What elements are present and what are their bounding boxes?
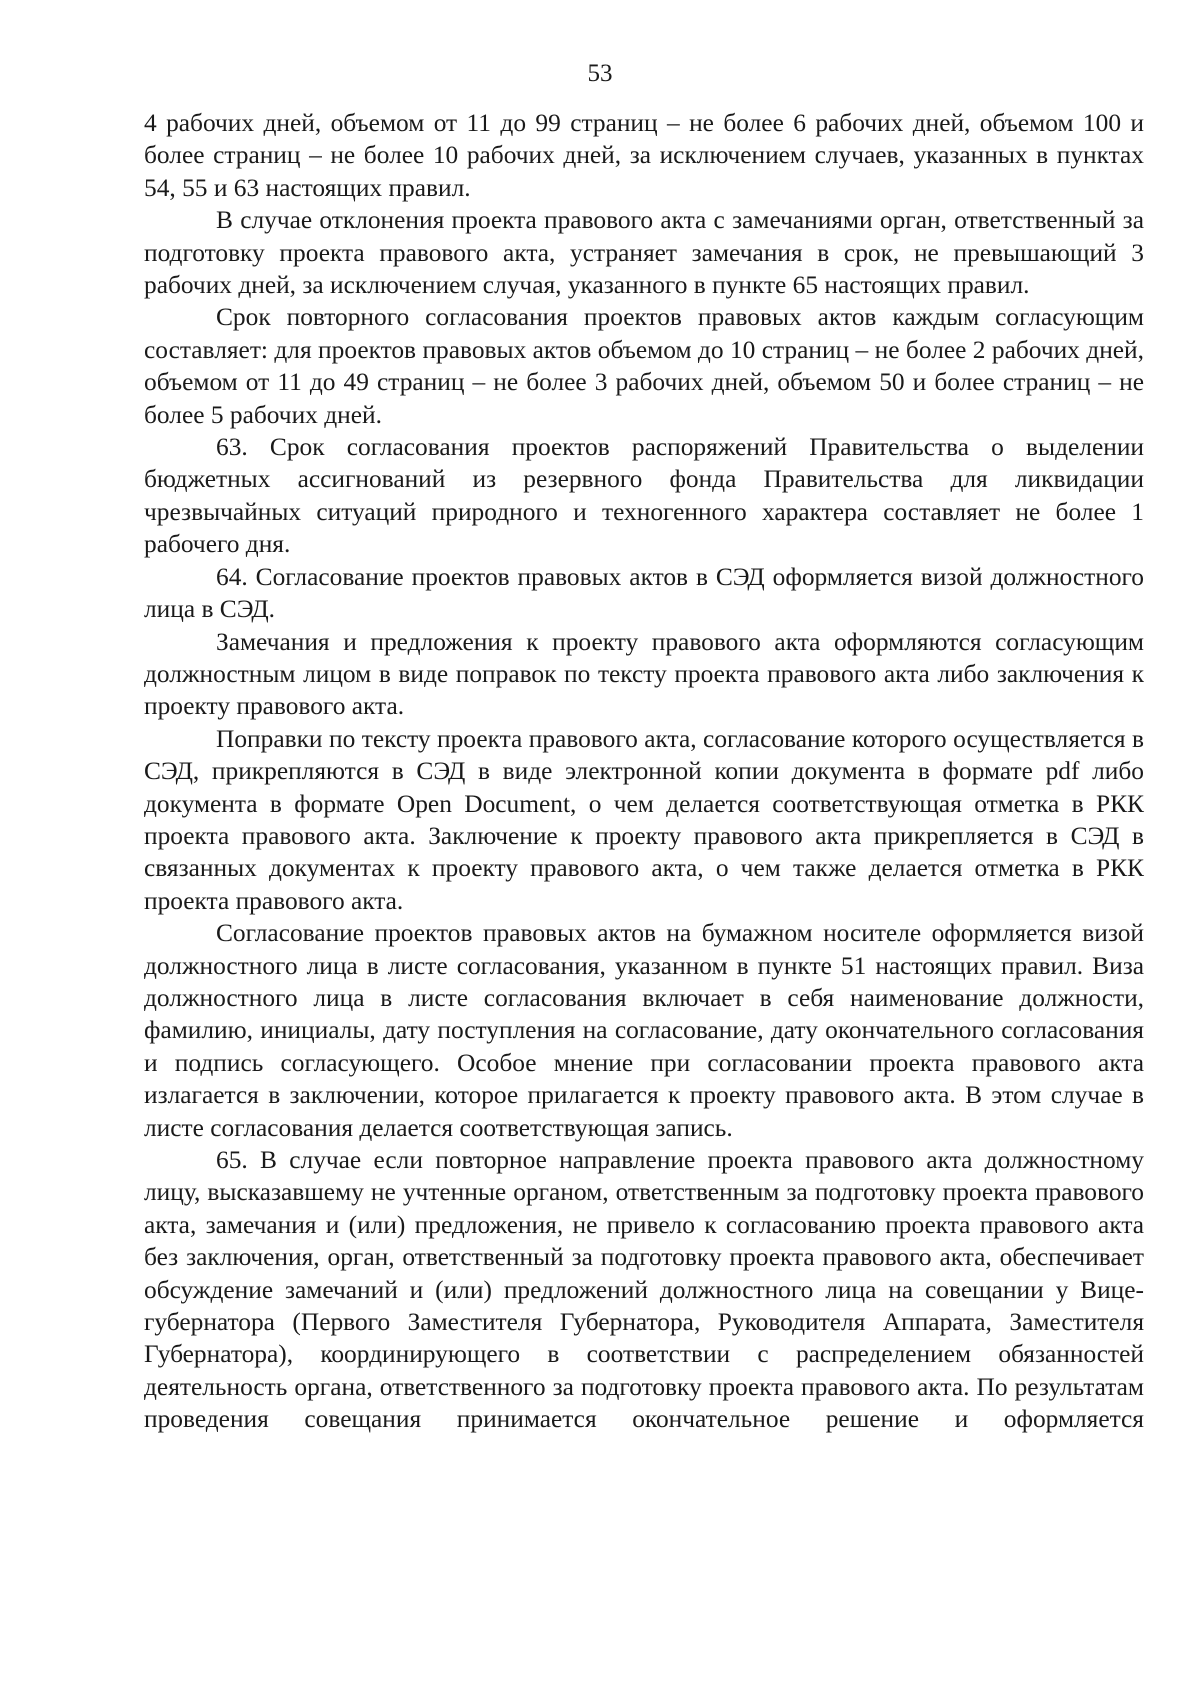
paragraph-paper-approval: Согласование проектов правовых актов на бумажном носителе оформляется визой должностного лица в листе согласования, указанном в пункте 51 настоящих правил. Виза должностного лица в листе согласования включает в себя наименование должности, фамилию, инициалы, дату поступления на согласование, дату окончательного согласования и подпись согласующего. Особое мнение при согласовании проекта правового акта излагается в заключении, которое прилагается к проекту правового акта. В этом случае в листе согласования делается соответствующая запись. — [144, 919, 1144, 1142]
paragraph-repeat-approval-term: Срок повторного согласования проектов правовых актов каждым согласующим составляет: для проектов правовых актов объемом до 10 страниц – не более 2 рабочих дней, объемом от 11 до 49 страниц – не более 3 рабочих дней, объемом 50 и более страниц – не более 5 рабочих дней. — [144, 303, 1144, 429]
paragraph-item-64: 64. Согласование проектов правовых актов в СЭД оформляется визой должностного лица в СЭД. — [144, 562, 1144, 624]
document-body — [144, 107, 1144, 1436]
paragraph-continuation: 4 рабочих дней, объемом от 11 до 99 страниц – не более 6 рабочих дней, объемом 100 и более страниц – не более 10 рабочих дней, за исключением случаев, указанных в пунктах 54, 55 и 63 настоящих правил. — [144, 109, 1144, 202]
paragraph-remarks-and-proposals: Замечания и предложения к проекту правового акта оформляются согласующим должностным лицом в виде поправок по тексту проекта правового акта либо заключения к проекту правового акта. — [144, 627, 1144, 721]
page-number: 53 — [587, 60, 613, 87]
paragraph-rejection-remarks: В случае отклонения проекта правового акта с замечаниями орган, ответственный за подготовку проекта правового акта, устраняет замечания в срок, не превышающий 3 рабочих дней, за исключением случая, указанного в пункте 65 настоящих правил. — [144, 206, 1144, 300]
paragraph-item-65: 65. В случае если повторное направление проекта правового акта должностному лицу, высказавшему не учтенные органом, ответственным за подготовку проекта правового акта, замечания и (или) предложения, не привело к согласованию проекта правового акта без заключения, орган, ответственный за подготовку проекта правового акта, обеспечивает обсуждение замечаний и (или) предложений должностного лица на совещании у Вице-губернатора (Первого Заместителя Губернатора, Руководителя Аппарата, Заместителя Губернатора), координирующего в соответствии с распределением обязанностей деятельность органа, ответственного за подготовку проекта правового акта. По результатам проведения совещания принимается окончательное решение и оформляется — [144, 1146, 1144, 1434]
paragraph-amendments-in-sed: Поправки по тексту проекта правового акта, согласование которого осуществляется в СЭД, прикрепляются в СЭД в виде электронной копии документа в формате pdf либо документа в формате Open Document, о чем делается соответствующая отметка в РКК проекта правового акта. Заключение к проекту правового акта прикрепляется в СЭД в связанных документах к проекту правового акта, о чем также делается отметка в РКК проекта правового акта. — [144, 724, 1144, 915]
paragraph-item-63: 63. Срок согласования проектов распоряжений Правительства о выделении бюджетных ассигнований из резервного фонда Правительства для ликвидации чрезвычайных ситуаций природного и техногенного характера составляет не более 1 рабочего дня. — [144, 433, 1144, 559]
